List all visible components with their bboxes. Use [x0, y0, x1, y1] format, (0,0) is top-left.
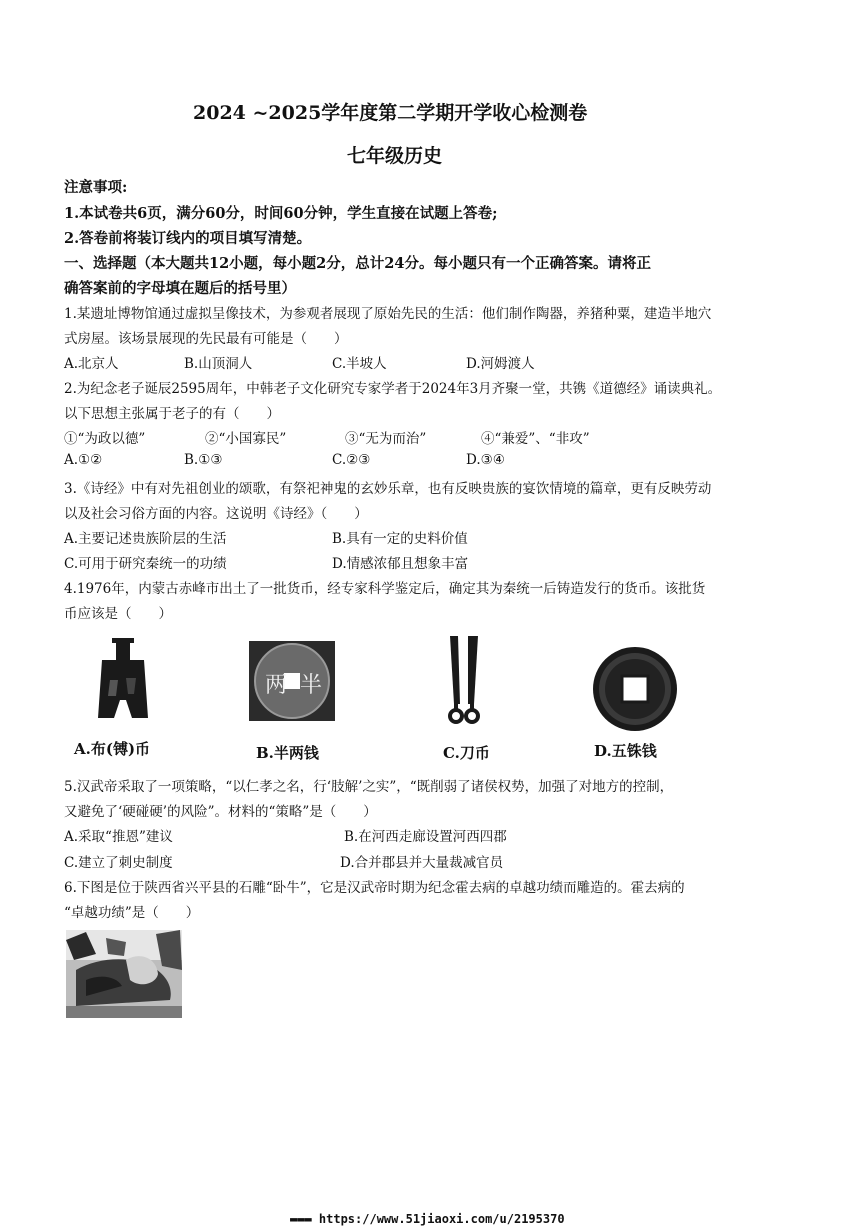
- q2-stem-line1: 2.为纪念老子诞辰2595周年，中韩老子文化研究专家学者于2024年3月齐聚一堂，共镌《道德经》诵读典礼。: [64, 381, 722, 397]
- q4-stem-line2: 币应该是（ ）: [64, 606, 172, 622]
- q2-option-d: D.③④: [466, 452, 505, 468]
- q5-option-a: A.采取“推恩”建议: [64, 829, 173, 845]
- knife-coin-image: [436, 634, 496, 730]
- q5-option-d: D.合并郡县并大量裁减官员: [340, 855, 504, 871]
- wu-zhu-coin-image: [592, 646, 678, 732]
- spade-coin-image: [88, 636, 158, 720]
- q1-stem-line1: 1.某遗址博物馆通过虚拟呈像技术，为参观者展现了原始先民的生活：他们制作陶器，养猪种粟，建造半地穴: [64, 306, 712, 322]
- section-heading-line2: 确答案前的字母填在题后的括号里）: [64, 280, 296, 297]
- q2-option-a: A.①②: [64, 452, 103, 468]
- q4-caption-b: B.半两钱: [256, 744, 319, 762]
- notice-item-2: 2.答卷前将装订线内的项目填写清楚。: [64, 230, 312, 247]
- q2-option-c: C.②③: [332, 452, 371, 468]
- q3-option-c: C.可用于研究秦统一的功绩: [64, 556, 227, 572]
- q1-option-a: A.北京人: [64, 356, 119, 372]
- q1-stem-line2: 式房屋。该场景展现的先民最有可能是（ ）: [64, 331, 348, 347]
- q6-stem-line2: “卓越功绩”是（ ）: [64, 905, 200, 921]
- footer-url[interactable]: https://www.51jiaoxi.com/u/2195370: [318, 1212, 565, 1226]
- q2-item-2: ②“小国寡民”: [205, 431, 287, 447]
- q1-option-b: B.山顶洞人: [184, 356, 253, 372]
- section-heading-line1: 一、选择题（本大题共12小题，每小题2分，总计24分。每小题只有一个正确答案。请将正: [64, 255, 651, 272]
- q4-caption-d: D.五铢钱: [594, 742, 657, 760]
- q5-option-b: B.在河西走廊设置河西四郡: [344, 829, 507, 845]
- q2-stem-line2: 以下思想主张属于老子的有（ ）: [64, 406, 280, 422]
- q2-item-4: ④“兼爱”、“非攻”: [481, 431, 590, 447]
- q4-stem-line1: 4.1976年，内蒙古赤峰市出土了一批货币，经专家科学鉴定后，确定其为秦统一后铸造发行的货币。该批货: [64, 581, 706, 597]
- q3-stem-line1: 3.《诗经》中有对先祖创业的颂歌，有祭祀神鬼的玄妙乐章，也有反映贵族的宴饮情境的篇章，更有反映劳动: [64, 481, 712, 497]
- coin-b-right-char: 半: [300, 673, 323, 698]
- exam-subtitle: 七年级历史: [347, 145, 443, 167]
- notice-item-1: 1.本试卷共6页，满分60分，时间60分钟，学生直接在试题上答卷;: [64, 205, 498, 222]
- notice-heading: 注意事项:: [64, 179, 128, 196]
- footer-link[interactable]: [290, 1212, 565, 1226]
- q6-stem-line1: 6.下图是位于陕西省兴平县的石雕“卧牛”，它是汉武帝时期为纪念霍去病的卓越功绩而雕造的。霍去病的: [64, 880, 685, 896]
- q2-item-3: ③“无为而治”: [345, 431, 427, 447]
- q5-stem-line1: 5.汉武帝采取了一项策略，“以仁孝之名，行‘肢解’之实”，“既削弱了诸侯权势，加强了对地方的控制，: [64, 779, 674, 795]
- q1-option-d: D.河姆渡人: [466, 356, 535, 372]
- q3-option-a: A.主要记述贵族阶层的生活: [64, 531, 227, 547]
- q1-option-c: C.半坡人: [332, 356, 387, 372]
- q5-option-c: C.建立了刺史制度: [64, 855, 173, 871]
- footer-decoration: ▬▬▬: [290, 1212, 319, 1226]
- q2-option-b: B.①③: [184, 452, 223, 468]
- q3-stem-line2: 以及社会习俗方面的内容。这说明《诗经》（ ）: [64, 506, 368, 522]
- q2-item-1: ①“为政以德”: [64, 431, 146, 447]
- q3-option-d: D.情感浓郁且想象丰富: [332, 556, 469, 572]
- stone-ox-photo: [66, 930, 182, 1018]
- q3-option-b: B.具有一定的史料价值: [332, 531, 468, 547]
- exam-title: 2024 ~2025学年度第二学期开学收心检测卷: [193, 102, 588, 124]
- q4-caption-a: A.布(镈)币: [74, 740, 151, 758]
- q4-caption-c: C.刀币: [443, 744, 490, 762]
- q5-stem-line2: 又避免了‘硬碰硬’的风险”。材料的“策略”是（ ）: [64, 804, 377, 820]
- coin-b-left-char: 两: [265, 673, 288, 698]
- ban-liang-coin-image: [248, 640, 336, 722]
